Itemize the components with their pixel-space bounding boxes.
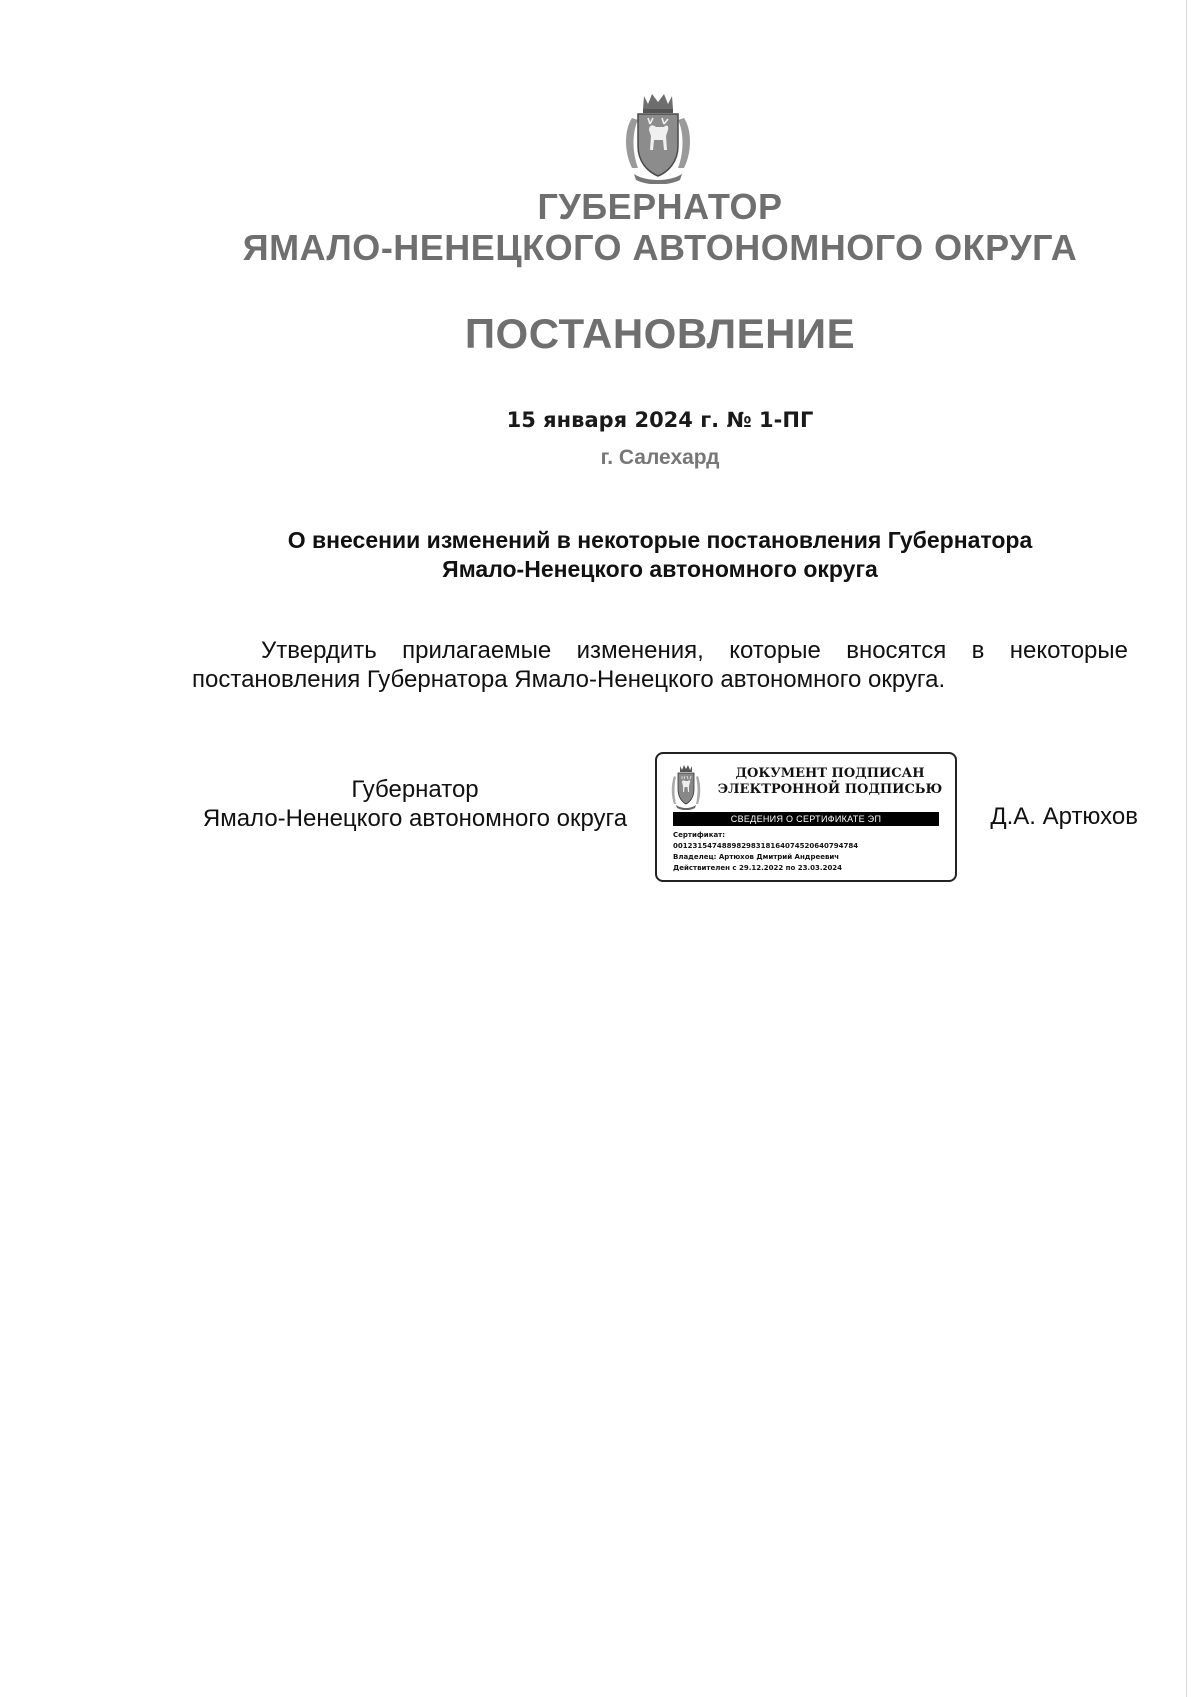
stamp-title-line2: ЭЛЕКТРОННОЙ ПОДПИСЬЮ (717, 782, 943, 797)
document-type: ПОСТАНОВЛЕНИЕ (464, 310, 856, 357)
stamp-owner: Владелец: Артюхов Дмитрий Андреевич (673, 853, 840, 861)
stamp-cert-label: Сертификат: (673, 831, 726, 839)
stamp-cert-number: 00123154748898298318164074520640794784 (673, 842, 859, 850)
stamp-certificate-bar: СВЕДЕНИЯ О СЕРТИФИКАТЕ ЭП (673, 812, 939, 826)
coat-of-arms-icon (618, 90, 698, 184)
header-title-line1: ГУБЕРНАТОР (537, 186, 783, 227)
signatory-position-line1: Губернатор (351, 776, 479, 803)
document-subject (192, 526, 1128, 584)
signatory-position-line2: Ямало-Ненецкого автономного округа (202, 805, 628, 832)
subject-line1: О внесении изменений в некоторые постановления Губернатора (287, 527, 1033, 553)
subject-line2: Ямало-Ненецкого автономного округа (442, 556, 878, 582)
stamp-validity: Действителен с 29.12.2022 по 23.03.2024 (673, 864, 843, 872)
city: г. Салехард (600, 446, 720, 469)
stamp-title (715, 766, 945, 798)
stamp-title-line1: ДОКУМЕНТ ПОДПИСАН (735, 766, 925, 781)
stamp-coat-of-arms-icon (671, 764, 701, 810)
signatory-position (180, 775, 650, 833)
header-title-line2: ЯМАЛО-НЕНЕЦКОГО АВТОНОМНОГО ОКРУГА (242, 227, 1078, 268)
signatory-name: Д.А. Артюхов (990, 803, 1138, 830)
electronic-signature-stamp (655, 752, 957, 882)
date-number-line: 15 января 2024 г. № 1-ПГ (506, 408, 814, 432)
body-paragraph: Утвердить прилагаемые изменения, которые вносятся в некоторые постановления Губернатора Ямало-Ненецкого автономного округа. (192, 637, 1128, 693)
